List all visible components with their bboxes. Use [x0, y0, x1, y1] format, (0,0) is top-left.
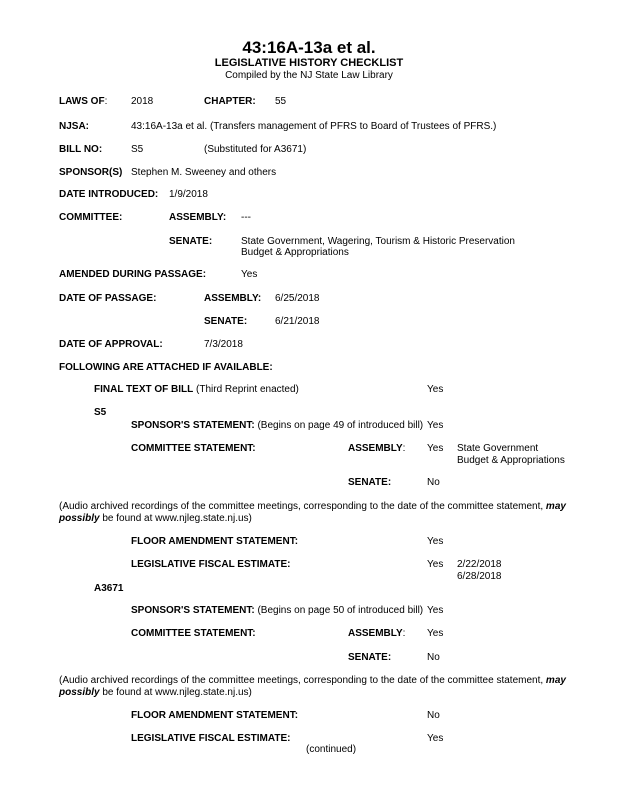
a3671-committee-assembly-value: Yes [427, 628, 444, 639]
bill-no-label: BILL NO: [59, 144, 103, 155]
s5-fiscal-estimate-label: LEGISLATIVE FISCAL ESTIMATE: [131, 559, 291, 570]
a3671-sponsor-statement-label: SPONSOR'S STATEMENT: (Begins on page 50 of introduced bill) [131, 605, 424, 616]
a3671-section-label: A3671 [94, 583, 124, 594]
committee-assembly-label: ASSEMBLY: [169, 212, 227, 223]
date-introduced-label: DATE INTRODUCED: [59, 189, 159, 200]
approval-label: DATE OF APPROVAL: [59, 339, 163, 350]
sponsors-label: SPONSOR(S) [59, 167, 123, 178]
passage-assembly-value: 6/25/2018 [275, 293, 320, 304]
amended-label: AMENDED DURING PASSAGE: [59, 269, 207, 280]
attached-heading: FOLLOWING ARE ATTACHED IF AVAILABLE: [59, 362, 273, 373]
s5-floor-amendment-label: FLOOR AMENDMENT STATEMENT: [131, 536, 299, 547]
date-introduced-value: 1/9/2018 [169, 189, 208, 200]
s5-committee-senate-value: No [427, 477, 440, 488]
passage-senate-value: 6/21/2018 [275, 316, 320, 327]
passage-senate-label: SENATE: [204, 316, 248, 327]
a3671-fiscal-estimate-value: Yes [427, 733, 444, 744]
approval-value: 7/3/2018 [204, 339, 243, 350]
s5-fiscal-date: 6/28/2018 [457, 571, 502, 582]
s5-assembly-committee: Budget & Appropriations [457, 455, 565, 466]
a3671-committee-senate-label: SENATE: [348, 652, 392, 663]
s5-committee-senate-label: SENATE: [348, 477, 392, 488]
sponsors-value: Stephen M. Sweeney and others [131, 167, 277, 178]
s5-committee-statement-label: COMMITTEE STATEMENT: [131, 443, 256, 454]
compiled-by: Compiled by the NJ State Law Library [225, 70, 393, 81]
s5-fiscal-estimate-value: Yes [427, 559, 444, 570]
s5-committee-assembly-value: Yes [427, 443, 444, 454]
s5-fiscal-date: 2/22/2018 [457, 559, 502, 570]
s5-floor-amendment-value: Yes [427, 536, 444, 547]
a3671-floor-amendment-label: FLOOR AMENDMENT STATEMENT: [131, 710, 299, 721]
committee-assembly-value: --- [241, 212, 251, 223]
laws-of-value: 2018 [131, 96, 154, 107]
amended-value: Yes [241, 269, 258, 280]
final-text-label: FINAL TEXT OF BILL (Third Reprint enacted) [94, 384, 299, 395]
s5-sponsor-statement-label: SPONSOR'S STATEMENT: (Begins on page 49 of introduced bill) [131, 420, 424, 431]
page-subtitle: LEGISLATIVE HISTORY CHECKLIST [214, 57, 404, 69]
committee-senate-line: Budget & Appropriations [241, 247, 349, 258]
final-text-value: Yes [427, 384, 444, 395]
chapter-value: 55 [275, 96, 287, 107]
passage-assembly-label: ASSEMBLY: [204, 293, 262, 304]
laws-of-label: LAWS OF: [59, 96, 108, 107]
a3671-floor-amendment-value: No [427, 710, 440, 721]
a3671-committee-statement-label: COMMITTEE STATEMENT: [131, 628, 256, 639]
committee-senate-label: SENATE: [169, 236, 213, 247]
njsa-value: 43:16A-13a et al. (Transfers management of PFRS to Board of Trustees of PFRS.) [131, 121, 497, 132]
bill-substituted: (Substituted for A3671) [204, 144, 307, 155]
committee-label: COMMITTEE: [59, 212, 123, 223]
passage-label: DATE OF PASSAGE: [59, 293, 157, 304]
a3671-fiscal-estimate-label: LEGISLATIVE FISCAL ESTIMATE: [131, 733, 291, 744]
a3671-committee-assembly-label: ASSEMBLY: [348, 628, 406, 639]
a3671-audio-note: (Audio archived recordings of the committee meetings, corresponding to the date of the committee statement, may possibly be found at www.njleg.state.nj.us) [59, 675, 566, 698]
bill-no-value: S5 [131, 144, 144, 155]
s5-committee-assembly-label: ASSEMBLY: [348, 443, 406, 454]
chapter-label: CHAPTER: [204, 96, 256, 107]
a3671-committee-senate-value: No [427, 652, 440, 663]
a3671-sponsor-statement-value: Yes [427, 605, 444, 616]
continued-marker: (continued) [306, 744, 357, 755]
s5-assembly-committee: State Government [457, 443, 539, 454]
s5-audio-note: (Audio archived recordings of the committee meetings, corresponding to the date of the committee statement, may possibly be found at www.njleg.state.nj.us) [59, 501, 566, 524]
committee-senate-line: State Government, Wagering, Tourism & Historic Preservation [241, 236, 515, 247]
s5-sponsor-statement-value: Yes [427, 420, 444, 431]
page-title: 43:16A-13a et al. [242, 38, 376, 57]
njsa-label: NJSA: [59, 121, 90, 132]
s5-section-label: S5 [94, 407, 107, 418]
